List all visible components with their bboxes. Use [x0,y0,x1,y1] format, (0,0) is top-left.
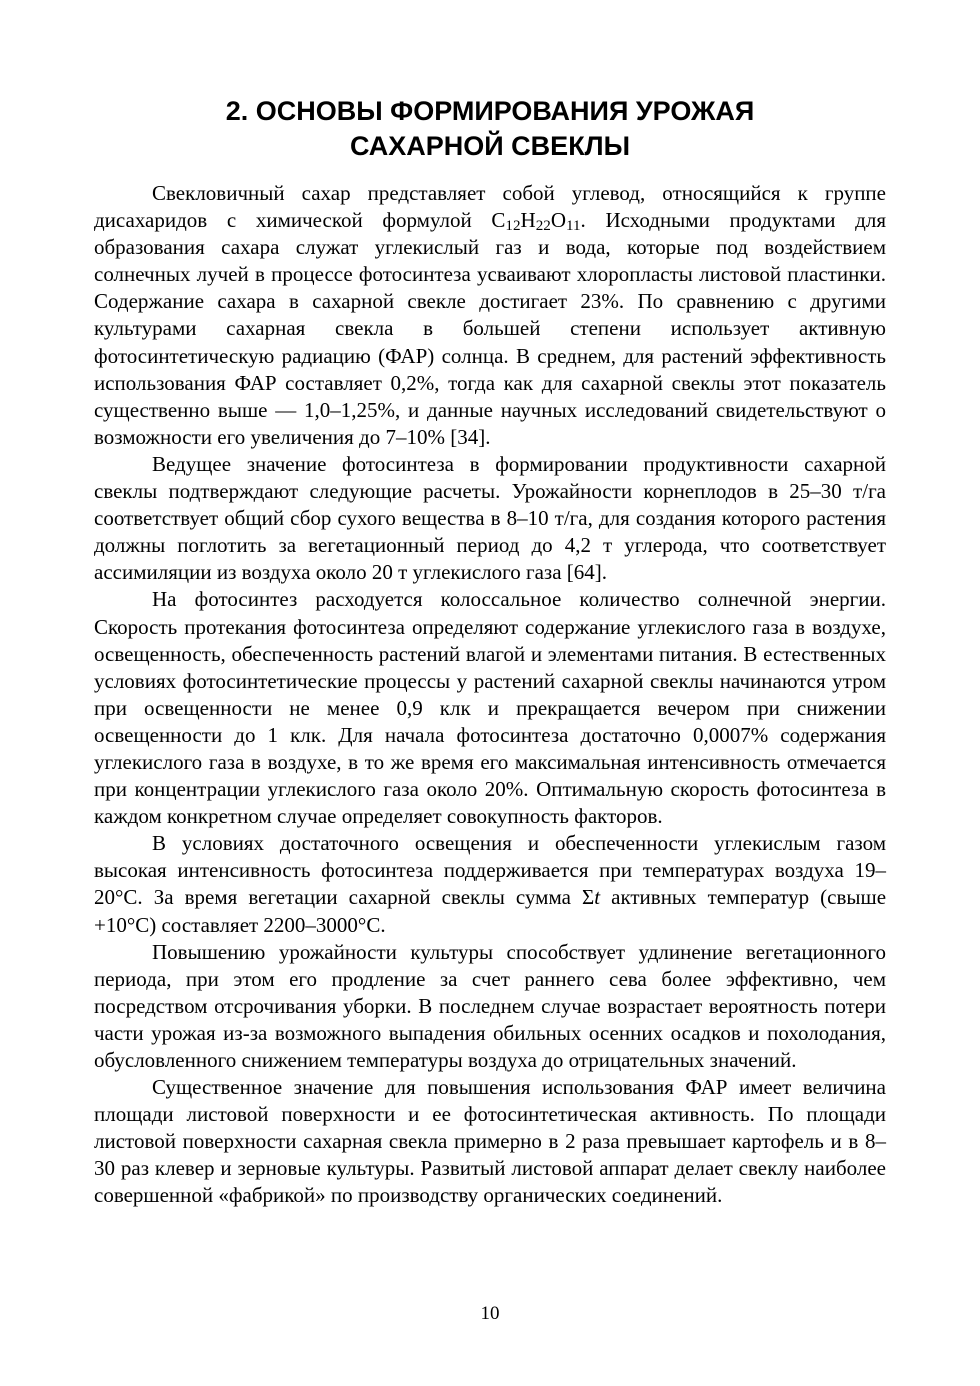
chapter-title-line-2: САХАРНОЙ СВЕКЛЫ [349,131,631,161]
chapter-title [94,94,886,164]
body-text [94,180,886,1210]
sum-temperature-symbol: t [594,885,601,910]
chapter-title-line-1: 2. ОСНОВЫ ФОРМИРОВАНИЯ УРОЖАЯ [225,96,755,126]
formula-subscript-c: 12 [505,218,521,235]
paragraph-1 [94,180,886,451]
page-number: 10 [480,1303,500,1324]
paragraph-1-text-b: . Исходными продуктами для образования сахара служат углекислый газ и вода, которые под воздействием солнечных лучей в процессе фотосинтеза усваивают хлоропласты листовой пластинки. Содержание сахара в сахарной свекле достигает 23%. По сравнению с другими культурами сахарная свекла в большей степени использует активную фотосинтетическую радиацию (ФАР) солнца. В среднем, для растений эффективность использования ФАР составляет 0,2%, тогда как для сахарной свеклы этот показатель существенно выше — 1,0–1,25%, и данные научных исследований свидетельствуют о возможности его увеличения до 7–10% [34]. [94,208,886,449]
formula-subscript-h: 22 [535,218,551,235]
paragraph-3: На фотосинтез расходуется колоссальное количество солнечной энергии. Скорость протекания фотосинтеза определяют содержание углекислого газа в воздухе, освещенность, обеспеченность растений влагой и элементами питания. В естественных условиях фотосинтетические процессы у растений сахарной свеклы начинаются утром при освещенности не менее 0,9 клк и прекращается вечером при снижении освещенности до 1 клк. Для начала фотосинтеза достаточно 0,0007% содержания углекислого газа в воздухе, в то же время его максимальная интенсивность отмечается при концентрации углекислого газа около 20%. Оптимальную скорость фотосинтеза в каждом конкретном случае определяет совокупность факторов. [94,587,886,829]
paragraph-6: Существенное значение для повышения использования ФАР имеет величина площади листовой поверхности и ее фотосинтетическая активность. По площади листовой поверхности сахарная свекла примерно в 2 раза превышает картофель и в 8–30 раз клевер и зерновые культуры. Развитый листовой аппарат делает свеклу наиболее совершенной «фабрикой» по производству органических соединений. [94,1075,886,1208]
paragraph-4-text-a: В условиях достаточного освещения и обеспеченности углекислым газом высокая интенсивность фотосинтеза поддерживается при температурах воздуха 19–20°С. За время вегетации сахарной свеклы сумма Σ [94,831,886,910]
formula-subscript-o: 11 [565,218,581,235]
paragraph-1-text-a: Свекловичный сахар представляет собой углевод, относящийся к группе дисахаридов с химической формулой C [94,181,886,233]
paragraph-5: Повышению урожайности культуры способствует удлинение вегетационного периода, при этом его продление за счет раннего сева более эффективно, чем посредством отсрочивания уборки. В последнем случае возрастает вероятность потери части урожая из-за возможного выпадения обильных осенних осадков и похолодания, обусловленного снижением температуры воздуха до отрицательных значений. [94,939,886,1072]
formula-h: H [520,208,536,233]
paragraph-4-text-b: активных температур (свыше +10°С) составляет 2200–3000°С. [94,885,887,937]
paragraph-4 [94,830,886,938]
formula-o: O [550,208,566,233]
paragraph-2: Ведущее значение фотосинтеза в формировании продуктивности сахарной свеклы подтверждают следующие расчеты. Урожайности корнеплодов в 25–30 т/га соответствует общий сбор сухого вещества в 8–10 т/га, для создания которого растения должны поглотить за вегетационный период до 4,2 т углерода, что соответствует ассимиляции из воздуха около 20 т углекислого газа [64]. [94,451,886,585]
